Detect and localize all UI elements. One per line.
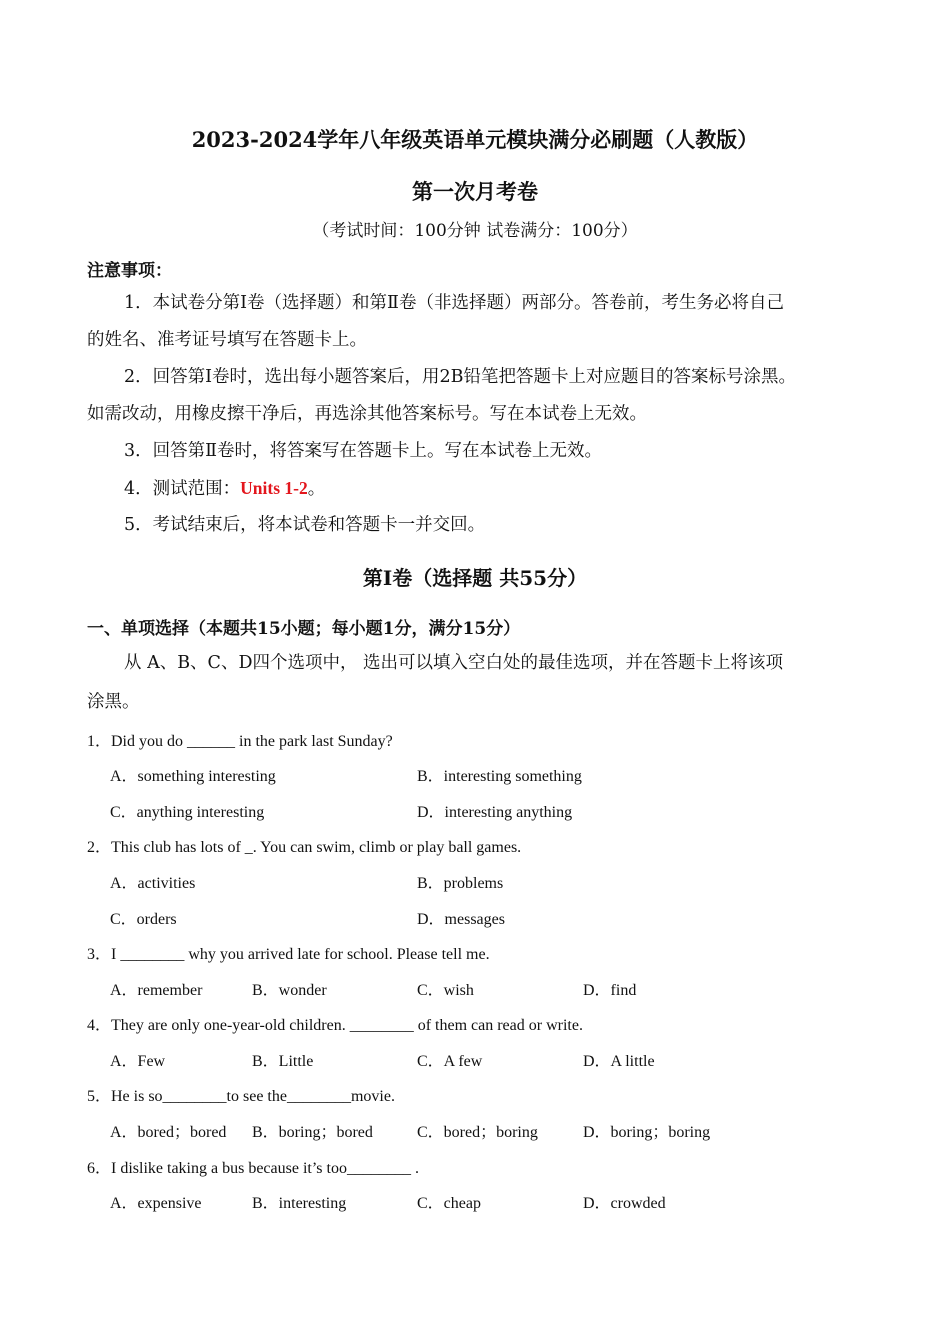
question-5-option-a: A．bored；bored xyxy=(110,1124,227,1141)
question-6-option-c: C．cheap xyxy=(417,1195,481,1212)
question-1-option-d: D．interesting anything xyxy=(417,804,573,821)
question-1-stem: 1．Did you do ______ in the park last Sunday? xyxy=(87,733,393,750)
note-item-4-suffix: 。 xyxy=(307,479,326,499)
section1-heading: 一、单项选择（本题共15小题；每小题1分，满分15分） xyxy=(87,619,521,639)
question-3-option-c: C．wish xyxy=(417,982,474,999)
question-5-option-c: C．bored；boring xyxy=(417,1124,538,1141)
question-6-stem: 6．I dislike taking a bus because it’s too________ . xyxy=(87,1160,419,1177)
question-2-option-b: B．problems xyxy=(417,875,504,892)
note-item-1-cont: 的姓名、准考证号填写在答题卡上。 xyxy=(87,330,367,350)
question-1-option-a: A．something interesting xyxy=(110,768,276,785)
note-item-3: 3．回答第Ⅱ卷时，将答案写在答题卡上。写在本试卷上无效。 xyxy=(124,441,603,461)
question-4-option-b: B．Little xyxy=(252,1053,314,1070)
part1-heading: 第I卷（选择题 共55分） xyxy=(362,566,588,590)
note-item-2-cont: 如需改动，用橡皮擦干净后，再选涂其他答案标号。写在本试卷上无效。 xyxy=(87,404,647,424)
question-1-option-c: C．anything interesting xyxy=(110,804,265,821)
question-5-option-b: B．boring；bored xyxy=(252,1124,373,1141)
question-3-option-b: B．wonder xyxy=(252,982,327,999)
question-6-option-d: D．crowded xyxy=(583,1195,666,1212)
question-6-option-b: B．interesting xyxy=(252,1195,347,1212)
note-item-5: 5．考试结束后，将本试卷和答题卡一并交回。 xyxy=(124,515,486,535)
question-1-option-b: B．interesting something xyxy=(417,768,582,785)
question-6-option-a: A．expensive xyxy=(110,1195,202,1212)
note-item-1-line1: 1．本试卷分第Ⅰ卷（选择题）和第Ⅱ卷（非选择题）两部分。答卷前，考生务必将自己 xyxy=(124,293,784,313)
question-5-stem: 5．He is so________to see the________movie. xyxy=(87,1088,395,1105)
question-3-stem: 3．I ________ why you arrived late for school. Please tell me. xyxy=(87,946,490,963)
section1-instruction: 从 A、B、C、D四个选项中， 选出可以填入空白处的最佳选项，并在答题卡上将该项 xyxy=(124,653,784,673)
notes-heading: 注意事项： xyxy=(87,261,172,281)
question-4-option-d: D．A little xyxy=(583,1053,655,1070)
test-range: Units 1-2 xyxy=(240,478,308,498)
question-5-option-d: D．boring；boring xyxy=(583,1124,711,1141)
question-4-option-c: C．A few xyxy=(417,1053,483,1070)
note-item-1 xyxy=(87,284,877,322)
question-3-option-d: D．find xyxy=(583,982,637,999)
question-2-option-a: A．activities xyxy=(110,875,196,892)
question-4-stem: 4．They are only one-year-old children. ________ of them can read or write. xyxy=(87,1017,583,1034)
note-item-4-prefix: 4．测试范围： xyxy=(124,479,241,499)
document-title: 2023-2024学年八年级英语单元模块满分必刷题（人教版） xyxy=(191,127,759,152)
document-subtitle: 第一次月考卷 xyxy=(412,179,538,204)
question-2-stem: 2．This club has lots of _. You can swim, climb or play ball games. xyxy=(87,839,522,856)
exam-info: （考试时间：100分钟 试卷满分：100分） xyxy=(312,221,638,241)
note-item-4 xyxy=(87,469,877,508)
section1-instruction-cont: 涂黑。 xyxy=(87,692,140,712)
question-2-option-c: C．orders xyxy=(110,911,177,928)
question-3-option-a: A．remember xyxy=(110,982,203,999)
note-item-2: 2．回答第Ⅰ卷时，选出每小题答案后，用2B铅笔把答题卡上对应题目的答案标号涂黑。 xyxy=(124,367,797,387)
question-2-option-d: D．messages xyxy=(417,911,505,928)
question-4-option-a: A．Few xyxy=(110,1053,166,1070)
